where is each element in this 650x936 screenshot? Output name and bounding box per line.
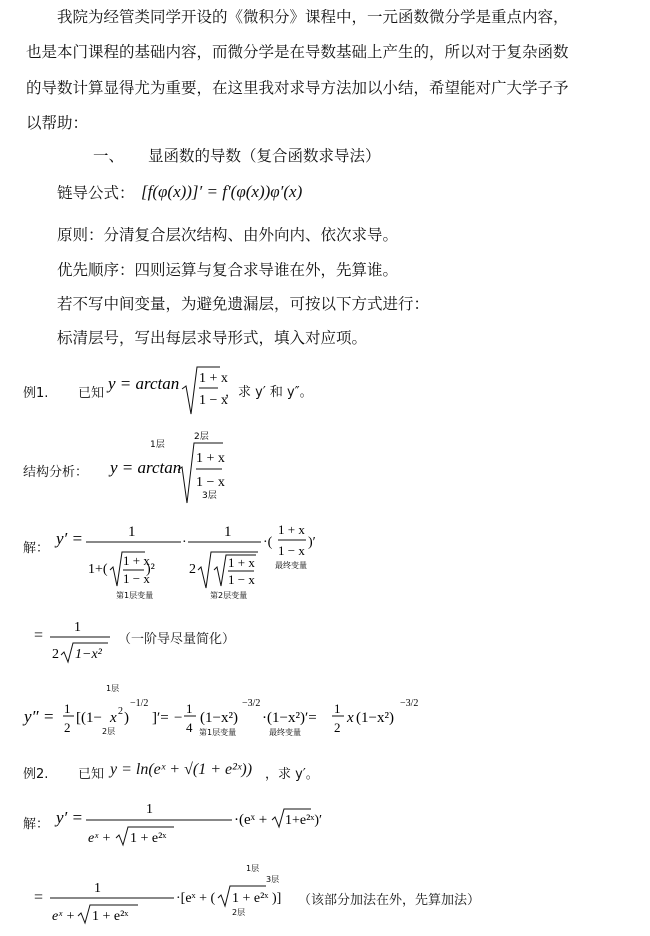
solution1-lhs: y′ = — [56, 529, 83, 548]
svg-text:1 + x: 1 + x — [278, 522, 305, 537]
svg-text:4: 4 — [186, 720, 193, 735]
svg-text:·(eˣ +: ·(eˣ + — [234, 812, 268, 828]
svg-text:): ) — [124, 710, 129, 726]
section-title: 显函数的导数（复合函数求导法） — [148, 147, 381, 165]
svg-text:x: x — [110, 710, 117, 726]
intro-line-2: 也是本门课程的基础内容，而微分学是在导数基础上产生的，所以对于复杂函数 — [26, 43, 569, 61]
svg-text:1 + x: 1 + x — [228, 555, 255, 570]
principle-1: 原则：分清复合层次结构、由外向内、依次求导。 — [57, 226, 399, 244]
principle-3: 若不写中间变量，为避免遗漏层，可按以下方式进行： — [57, 295, 430, 313]
svg-text:1: 1 — [74, 620, 81, 635]
solution2-step1 — [56, 798, 323, 858]
svg-text:最终变量: 最终变量 — [269, 728, 301, 737]
svg-text:1−x²: 1−x² — [75, 647, 102, 662]
example1-lhs: y = arctan — [108, 374, 180, 393]
svg-text:最终变量: 最终变量 — [275, 561, 307, 570]
structure-layer1: 1层 — [150, 440, 165, 450]
svg-text:[(1−: [(1− — [76, 710, 102, 726]
svg-text:=: = — [34, 889, 44, 906]
svg-text:第1层变量: 第1层变量 — [199, 728, 237, 737]
example1-label: 例1. — [23, 386, 49, 401]
svg-text:·(1−x²)′=: ·(1−x²)′= — [262, 710, 317, 726]
structure-den: 1 − x — [196, 475, 225, 490]
structure-num: 1 + x — [196, 451, 225, 466]
solution1-formula — [56, 518, 356, 608]
svg-text:第1层变量: 第1层变量 — [116, 591, 154, 600]
svg-text:1层: 1层 — [246, 864, 260, 873]
svg-text:1+(: 1+( — [88, 562, 108, 577]
structure-layer2: 2层 — [194, 432, 209, 442]
svg-text:1 + e²ˣ: 1 + e²ˣ — [232, 891, 269, 906]
svg-text:1: 1 — [64, 701, 71, 716]
svg-text:2: 2 — [334, 720, 341, 735]
svg-text:)²: )² — [146, 562, 155, 577]
svg-text:2: 2 — [118, 706, 123, 717]
solution1-step2-note: （一阶导尽量简化） — [118, 632, 236, 647]
svg-text:1: 1 — [146, 802, 153, 817]
svg-text:3层: 3层 — [266, 875, 280, 884]
solution1-label: 解： — [23, 541, 50, 556]
chain-rule-formula: [f(φ(x))]′ = f′(φ(x))φ′(x) — [141, 182, 303, 201]
example1-formula — [108, 362, 228, 422]
svg-text:2: 2 — [64, 720, 71, 735]
svg-text:y′ =: y′ = — [56, 808, 83, 827]
example2-ask: ，求 y′。 — [265, 767, 319, 782]
svg-text:1 + e²ˣ: 1 + e²ˣ — [130, 831, 167, 846]
svg-text:(1−x²): (1−x²) — [200, 710, 238, 726]
svg-text:·[eˣ + (: ·[eˣ + ( — [176, 891, 216, 906]
svg-text:1 + e²ˣ: 1 + e²ˣ — [92, 909, 129, 924]
structure-lhs: y = arctan — [110, 458, 182, 477]
svg-text:−1/2: −1/2 — [130, 698, 149, 709]
section-number: 一、 — [93, 147, 125, 165]
svg-text:−: − — [174, 710, 183, 726]
structure-formula — [110, 425, 240, 510]
svg-text:1 − x: 1 − x — [123, 571, 150, 586]
structure-label: 结构分析： — [23, 465, 89, 480]
svg-text:1+e²ˣ)′: 1+e²ˣ)′ — [285, 813, 323, 828]
example1-den: 1 − x — [199, 393, 228, 408]
example1-given: 已知 — [78, 386, 105, 401]
svg-text:1: 1 — [186, 701, 193, 716]
svg-text:)′: )′ — [308, 535, 316, 550]
svg-text:第2层变量: 第2层变量 — [210, 591, 248, 600]
svg-text:·(: ·( — [263, 535, 273, 550]
svg-text:·: · — [182, 535, 187, 550]
intro-line-4: 以帮助： — [26, 114, 89, 132]
svg-text:=: = — [34, 627, 44, 644]
svg-text:2层: 2层 — [102, 727, 116, 736]
svg-text:1 + x: 1 + x — [123, 553, 150, 568]
principle-4: 标清层号，写出每层求导形式，填入对应项。 — [57, 329, 368, 347]
svg-text:−3/2: −3/2 — [242, 698, 261, 709]
svg-text:2层: 2层 — [232, 908, 246, 917]
example2-given: 已知 — [78, 767, 105, 782]
second-derivative-lhs: y″ = — [24, 707, 55, 726]
svg-text:x: x — [347, 710, 354, 726]
example2-func: y = ln(eˣ + √(1 + e²ˣ)) — [110, 761, 253, 778]
svg-text:2: 2 — [52, 647, 59, 662]
svg-text:2: 2 — [189, 562, 196, 577]
example1-num: 1 + x — [199, 371, 228, 386]
svg-text:1层: 1层 — [106, 684, 120, 693]
svg-text:1 − x: 1 − x — [278, 543, 305, 558]
solution2-step2 — [34, 862, 294, 932]
example2-label: 例2. — [23, 767, 49, 782]
svg-text:eˣ +: eˣ + — [88, 831, 112, 846]
chain-rule-label: 链导公式： — [57, 184, 135, 202]
intro-line-3: 的导数计算显得尤为重要，在这里我对求导方法加以小结，希望能对广大学子予 — [26, 79, 569, 97]
svg-text:1: 1 — [128, 524, 136, 540]
svg-text:1 − x: 1 − x — [228, 572, 255, 587]
svg-text:]′=: ]′= — [152, 710, 169, 726]
svg-text:(1−x²): (1−x²) — [356, 710, 394, 726]
svg-text:−3/2: −3/2 — [400, 698, 419, 709]
principle-2: 优先顺序：四则运算与复合求导谁在外，先算谁。 — [57, 261, 399, 279]
svg-text:)]: )] — [272, 891, 282, 906]
svg-text:1: 1 — [224, 524, 232, 540]
second-derivative-formula — [24, 680, 464, 740]
structure-layer3: 3层 — [202, 491, 217, 501]
svg-text:eˣ +: eˣ + — [52, 909, 76, 924]
svg-text:1: 1 — [94, 881, 101, 896]
example1-ask: ，求 y′ 和 y″。 — [225, 385, 313, 400]
intro-line-1: 我院为经管类同学开设的《微积分》课程中，一元函数微分学是重点内容， — [57, 8, 569, 26]
solution2-label: 解： — [23, 817, 50, 832]
solution2-note: （该部分加法在外，先算加法） — [298, 893, 481, 908]
svg-text:1: 1 — [334, 701, 341, 716]
